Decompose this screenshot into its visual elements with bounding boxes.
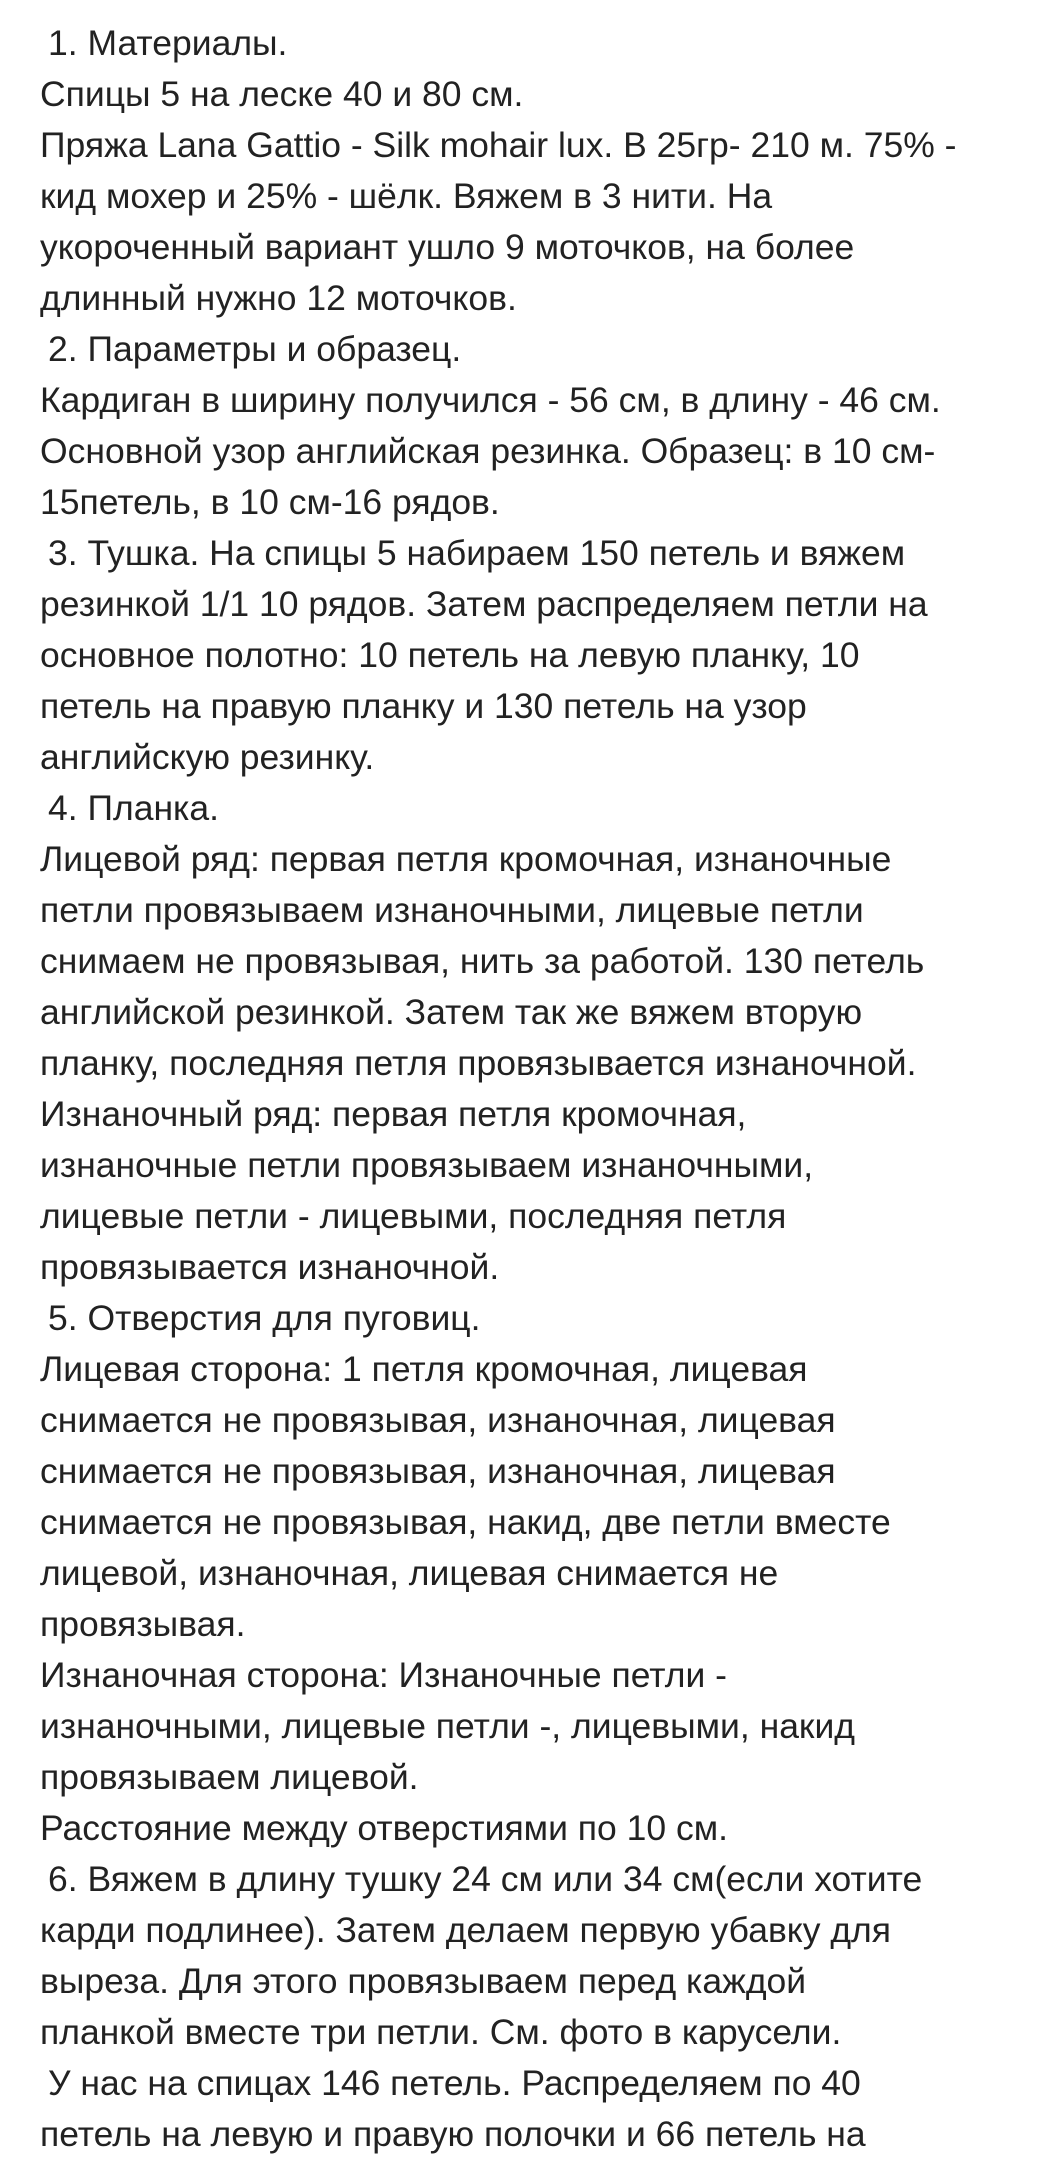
text-line: длинный нужно 12 моточков. (40, 278, 517, 318)
text-line: У нас на спицах 146 петель. Распределяем по 40 (48, 2063, 861, 2103)
heading-body: 3. Тушка. На спицы 5 набираем 150 петель и вяжем (48, 533, 906, 573)
text-line: Расстояние между отверстиями по 10 см. (40, 1808, 728, 1848)
text-line: лицевые петли - лицевыми, последняя петля (40, 1196, 787, 1236)
text-line: петель на правую планку и 130 петель на узор (40, 686, 807, 726)
text-line: английской резинкой. Затем так же вяжем вторую (40, 992, 863, 1032)
text-line: снимаем не провязывая, нить за работой. 130 петель (40, 941, 925, 981)
text-line: лицевой, изнаночная, лицевая снимается не (40, 1553, 779, 1593)
heading-buttonholes: 5. Отверстия для пуговиц. (48, 1298, 481, 1338)
text-line: Лицевая сторона: 1 петля кромочная, лицевая (40, 1349, 808, 1389)
heading-step-6: 6. Вяжем в длину тушку 24 см или 34 см(если хотите (48, 1859, 923, 1899)
heading-materials: 1. Материалы. (48, 23, 288, 63)
heading-placket: 4. Планка. (48, 788, 219, 828)
text-line: Лицевой ряд: первая петля кромочная, изнаночные (40, 839, 892, 879)
text-line: провязывается изнаночной. (40, 1247, 500, 1287)
text-line: английскую резинку. (40, 737, 375, 777)
text-line: Пряжа Lana Gattio - Silk mohair lux. В 25гр- 210 м. 75% - (40, 125, 957, 165)
text-line: планкой вместе три петли. См. фото в карусели. (40, 2012, 842, 2052)
heading-parameters: 2. Параметры и образец. (48, 329, 462, 369)
text-line: 15петель, в 10 см-16 рядов. (40, 482, 500, 522)
text-line: провязывая. (40, 1604, 246, 1644)
text-line: карди подлинее). Затем делаем первую убавку для (40, 1910, 891, 1950)
text-line: основное полотно: 10 петель на левую планку, 10 (40, 635, 860, 675)
text-line: Спицы 5 на леске 40 и 80 см. (40, 74, 524, 114)
text-line: Кардиган в ширину получился - 56 см, в длину - 46 см. (40, 380, 941, 420)
text-line: петли провязываем изнаночными, лицевые петли (40, 890, 864, 930)
text-line: Изнаночная сторона: Изнаночные петли - (40, 1655, 727, 1695)
text-line: укороченный вариант ушло 9 моточков, на более (40, 227, 855, 267)
text-line: изнаночные петли провязываем изнаночными, (40, 1145, 814, 1185)
text-line: петель на левую и правую полочки и 66 петель на (40, 2114, 866, 2154)
text-line: провязываем лицевой. (40, 1757, 419, 1797)
text-line: снимается не провязывая, изнаночная, лицевая (40, 1451, 836, 1491)
text-line: планку, последняя петля провязывается изнаночной. (40, 1043, 917, 1083)
text-line: снимается не провязывая, накид, две петли вместе (40, 1502, 891, 1542)
text-line: Основной узор английская резинка. Образец: в 10 см- (40, 431, 936, 471)
text-line: снимается не провязывая, изнаночная, лицевая (40, 1400, 836, 1440)
text-line: Изнаночный ряд: первая петля кромочная, (40, 1094, 747, 1134)
text-line: выреза. Для этого провязываем перед каждой (40, 1961, 807, 2001)
text-line: изнаночными, лицевые петли -, лицевыми, накид (40, 1706, 856, 1746)
text-line: резинкой 1/1 10 рядов. Затем распределяем петли на (40, 584, 928, 624)
text-line: кид мохер и 25% - шёлк. Вяжем в 3 нити. На (40, 176, 773, 216)
